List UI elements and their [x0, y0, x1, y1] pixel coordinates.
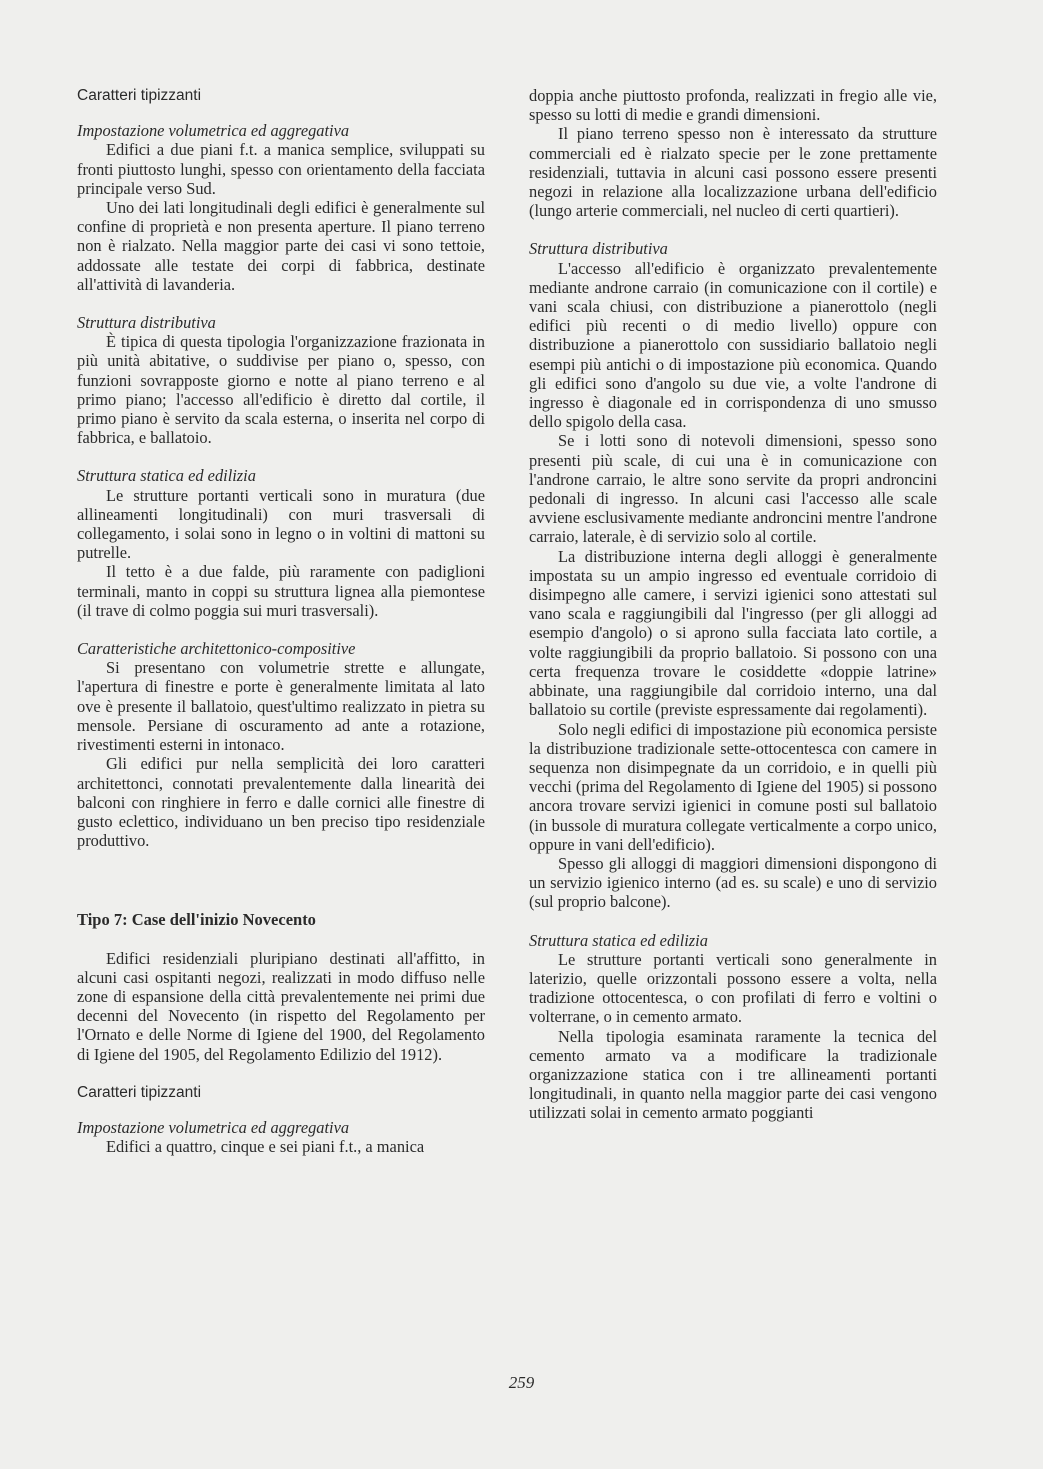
- paragraph: Se i lotti sono di notevoli dimensioni, spesso sono presenti più scale, di cui una è in comunicazione con l'androne carraio, le altre sono servite da propri androncini pedonali di ingresso. In alcuni casi l'accesso alle scale avviene esclusivamente mediante androncini mentre l'androne carraio, laterale, è di servizio solo al cortile.: [529, 431, 937, 547]
- paragraph: È tipica di questa tipologia l'organizzazione frazionata in più unità abitative, o suddivise per piano o, spesso, con funzioni sovrapposte giorno e notte al piano terreno e al primo piano; l'accesso all'edificio è diretto dal cortile, il primo piano è servito da scala esterna, o inserita nel corpo di fabbrica, e ballatoio.: [77, 332, 485, 448]
- paragraph: Edifici a quattro, cinque e sei piani f.t., a manica: [106, 1137, 425, 1157]
- right-column: [529, 86, 937, 1123]
- paragraph: Le strutture portanti verticali sono in muratura (due allineamenti longitudinali) con muri trasversali di collegamento, i solai sono in legno o in voltini di mattoni su putrelle.: [77, 485, 485, 563]
- section-heading: Caratteri tipizzanti: [77, 1083, 202, 1101]
- paragraph: Solo negli edifici di impostazione più economica persiste la distribuzione tradizionale sette-ottocentesca con camere in sequenza non disimpegnate da un corridoio, e in quelli più vecchi (prima del Regolamento di Igiene del 1905) si possono ancora trovare servizi igienici in comune posti sul ballatoio (in bussole di muratura collegate verticalmente a corpo unico, oppure in vani dell'edificio).: [529, 719, 937, 854]
- left-column: [77, 86, 485, 1156]
- paragraph: Edifici a due piani f.t. a manica semplice, sviluppati su fronti piuttosto lunghi, spesso con orientamento della facciata principale verso Sud.: [77, 140, 485, 198]
- paragraph: Si presentano con volumetrie strette e allungate, l'apertura di finestre e porte è generalmente limitata al lato ove è presente il ballatoio, quest'ultimo realizzato in pietra su mensole. Persiane di oscuramento ad ante a rotazione, rivestimenti esterni in intonaco.: [77, 658, 485, 755]
- subheading: Struttura distributiva: [77, 313, 216, 333]
- paragraph: Le strutture portanti verticali sono generalmente in laterizio, quelle orizzontali possono essere a volta, nella tradizione ottocentesca, o con profilati di ferro e voltini o volterrane, o in cemento armato.: [529, 949, 937, 1027]
- section-title: Tipo 7: Case dell'inizio Novecento: [77, 910, 316, 930]
- paragraph: Il tetto è a due falde, più raramente con padiglioni terminali, manto in coppi su struttura lignea alla piemontese (il trave di colmo poggia sui muri trasversali).: [77, 562, 485, 620]
- paragraph: La distribuzione interna degli alloggi è generalmente impostata su un ampio ingresso ed eventuale corridoio di disimpegno alle camere, i servizi igienici sono attestati sul vano scala e raggiungibili dal l'ingresso (per gli alloggi ad esempio d'angolo) o si aprono sulla facciata lato cortile, a volte raggiungibili da proprio ballatoio. Si possono con una certa frequenza trovare le cosiddette «doppie latrine» abbinate, una raggiungibile dal corridoio interno, una dal ballatoio su cortile (previste espressamente dai regolamenti).: [529, 546, 937, 720]
- paragraph: Spesso gli alloggi di maggiori dimensioni dispongono di un servizio igienico interno (ad es. su scale) e uno di servizio (sul proprio balcone).: [529, 853, 937, 912]
- paragraph: Edifici residenziali pluripiano destinati all'affitto, in alcuni casi ospitanti negozi, realizzati in modo diffuso nelle zone di espansione della città prevalentemente nei primi due decenni del Novecento (in rispetto del Regolamento per l'Ornato e delle Norme di Igiene del 1900, del Regolamento di Igiene del 1905, del Regolamento Edilizio del 1912).: [77, 948, 485, 1064]
- paragraph: Nella tipologia esaminata raramente la tecnica del cemento armato va a modificare la tradizionale organizzazione statica con i tre allineamenti portanti longitudinali, in quanto nella maggior parte dei casi vengono utilizzati solai in cemento armato poggianti: [529, 1026, 937, 1123]
- paragraph: Il piano terreno spesso non è interessato da strutture commerciali ed è rialzato specie per le zone prettamente residenziali, tuttavia in alcuni casi possono essere presenti negozi in relazione alla localizzazione urbana dell'edificio (lungo arterie commerciali, nel nucleo di certi quartieri).: [529, 124, 937, 221]
- paragraph: L'accesso all'edificio è organizzato prevalentemente mediante androne carraio (in comunicazione con il cortile) e vani scala chiusi, con distribuzione a pianerottolo (negli edifici più recenti o di medio livello) oppure con distribuzione a pianerottolo con sussidiario ballatoio negli esempi più antichi o di impostazione più economica. Quando gli edifici sono d'angolo su due vie, a volte l'androne di ingresso è diagonale ed in corrispondenza di uno smusso dello spigolo della casa.: [529, 258, 937, 432]
- subheading: Caratteristiche architettonico-compositive: [77, 639, 356, 659]
- subheading: Impostazione volumetrica ed aggregativa: [77, 1117, 350, 1137]
- subheading: Struttura distributiva: [529, 239, 668, 259]
- page-number: 259: [508, 1373, 535, 1392]
- section-heading: Caratteri tipizzanti: [77, 87, 202, 104]
- paragraph: Gli edifici pur nella semplicità dei loro caratteri architettonci, connotati prevalentemente dalla linearità dei balconi con ringhiere in ferro e dalle cornici alle finestre di gusto eclettico, individuano un ben preciso tipo residenziale produttivo.: [77, 754, 485, 851]
- subheading: Struttura statica ed edilizia: [529, 930, 708, 950]
- paragraph: Uno dei lati longitudinali degli edifici è generalmente sul confine di proprietà e non presenta aperture. Il piano terreno non è rialzato. Nella maggior parte dei casi vi sono tettoie, addossate alle testate dei corpi di fabbrica, destinate all'attività di lavanderia.: [77, 198, 485, 294]
- paragraph: doppia anche piuttosto profonda, realizzati in fregio alle vie, spesso su lotti di medie e grandi dimensioni.: [529, 86, 937, 125]
- subheading: Struttura statica ed edilizia: [77, 466, 256, 486]
- subheading: Impostazione volumetrica ed aggregativa: [77, 121, 350, 141]
